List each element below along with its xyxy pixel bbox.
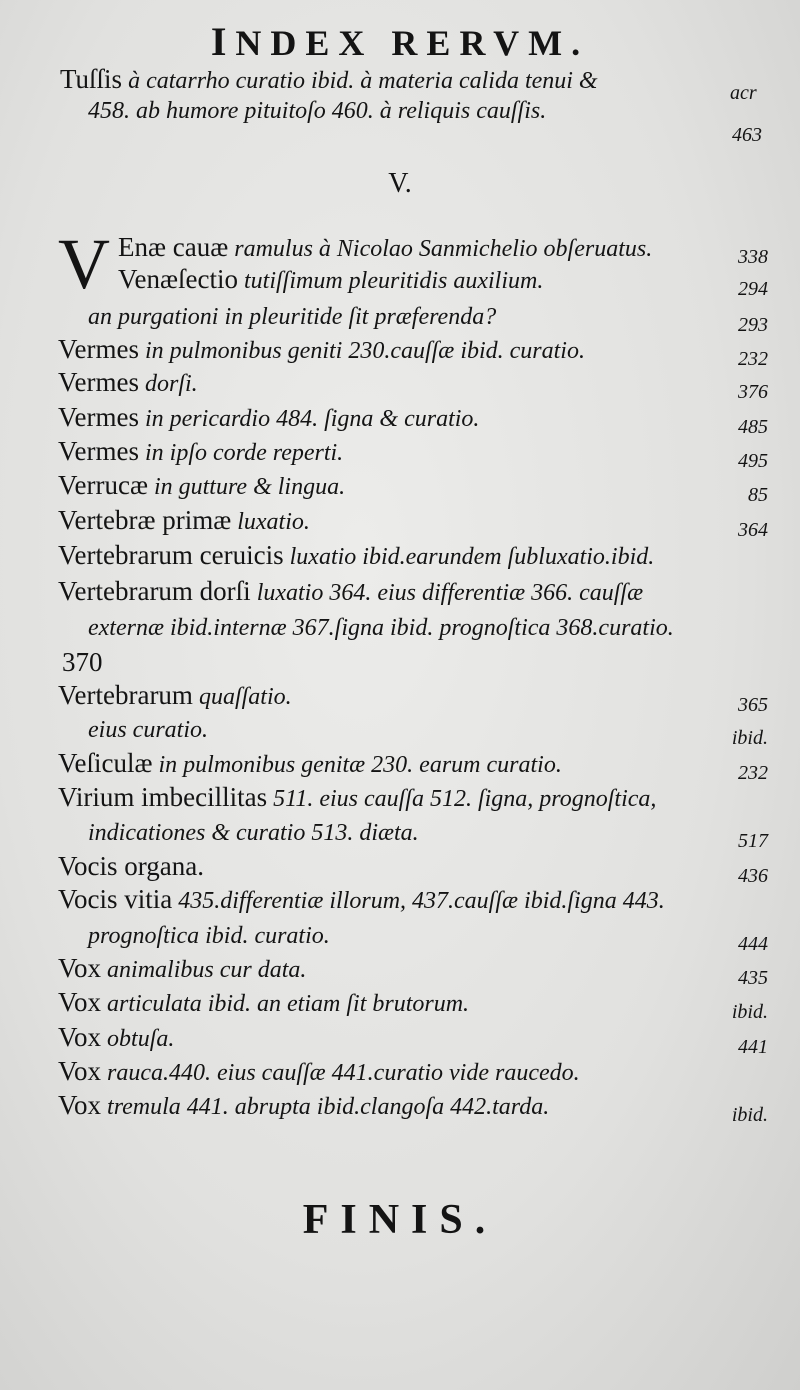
entry-term: Vox [58,987,102,1017]
index-entry [88,300,496,331]
entry-detail: indicationes & curatio 513. diæta. [88,820,419,846]
entry-detail: in pulmonibus geniti 230.cauſſæ ibid. curatio. [138,338,585,364]
page-number: 232 [738,348,768,370]
index-entry [58,884,665,915]
page-number: ibid. [731,1001,768,1023]
page-number: 338 [738,246,768,268]
entry-term: Vermes [58,402,139,432]
index-entry [58,782,656,813]
entry-term: Vox [58,1056,102,1086]
index-entry [58,470,345,501]
index-entry [58,680,292,711]
page-number: 293 [738,314,768,336]
entry-detail: quaſſatio. [192,684,292,710]
index-entry [88,816,419,847]
index-entry [62,647,103,678]
header-title: NDEX RERVM. [235,23,590,63]
page-number: ibid. [731,727,768,749]
entry-detail: 458. ab humore pituitoſo 460. à reliquis cauſſis. [88,98,547,124]
entry-term: Vox [58,953,102,983]
index-entry [88,611,674,642]
entry-detail: 435.differentiæ illorum, 437.cauſſæ ibid.ſigna 443. [172,888,665,914]
entry-term: Vermes [58,436,139,466]
page-number: 444 [738,933,768,955]
entry-detail: luxatio 364. eius differentiæ 366. cauſſæ [250,580,644,606]
entry-detail: in pulmonibus genitæ 230. earum curatio. [152,752,562,778]
page-number: 376 [738,381,768,403]
entry-term: Venæſectio [118,264,238,294]
index-entry [88,98,546,125]
entry-term: Vertebrarum ceruicis [58,540,284,570]
entry-term: Tuſſis [60,64,123,94]
index-entry [58,1090,549,1121]
page-number: 517 [738,830,768,852]
index-entry [118,232,652,263]
index-entry [118,264,543,295]
entry-term: Vox [58,1090,102,1120]
entry-detail: tremula 441. abrupta ibid.clangoſa 442.tarda. [101,1094,550,1120]
entry-detail: animalibus cur data. [101,957,307,983]
page-number: 441 [738,1036,768,1058]
index-entry [58,334,585,365]
index-entry [58,851,204,882]
page-number: 436 [738,865,768,887]
index-entry [58,367,198,398]
index-entry [58,436,343,467]
entry-detail: eius curatio. [88,717,208,743]
entry-detail: dorſi. [138,371,198,397]
entry-detail: in ipſo corde reperti. [138,440,344,466]
entry-detail: à catarrho curatio ibid. à materia calida tenui & [122,68,598,94]
page-number: 463 [732,124,762,146]
finis-text: FINIS. [302,1197,498,1243]
entry-term: Vocis vitia [58,884,173,914]
index-entry [58,402,479,433]
entry-term: Virium imbecillitas [58,782,268,812]
entry-term: Verrucæ [58,470,148,500]
drop-capital: V [58,224,110,304]
entry-detail: luxatio. [231,509,310,535]
entry-detail: articulata ibid. an etiam ſit brutorum. [101,991,470,1017]
entry-detail: tutiſſimum pleuritidis auxilium. [237,268,544,294]
page-number: 364 [738,519,768,541]
page-number: 485 [738,416,768,438]
entry-term: Vox [58,1022,102,1052]
entry-detail: 511. eius cauſſa 512. ſigna, prognoſtica, [267,786,657,812]
entry-term: Enæ cauæ [118,232,229,262]
section-letter: V. [388,168,412,199]
entry-detail: prognoſtica ibid. curatio. [88,923,330,949]
index-entry [58,987,469,1018]
page-number: acr [730,82,757,104]
entry-detail: an purgationi in pleuritide ſit præferenda? [88,304,497,330]
index-entry [58,1022,174,1053]
entry-detail: luxatio ibid.earundem ſubluxatio.ibid. [283,544,655,570]
entry-term: Vertebrarum dorſi [58,576,251,606]
header-initial: I [210,19,236,64]
index-entry [58,505,310,536]
entry-detail: ramulus à Nicolao Sanmichelio obſeruatus. [228,236,653,262]
page-number: 435 [738,967,768,989]
index-entry [58,953,306,984]
entry-detail: rauca.440. eius cauſſæ 441.curatio vide raucedo. [101,1060,580,1086]
page-number: 294 [738,278,768,300]
entry-detail: in pericardio 484. ſigna & curatio. [138,406,480,432]
page-number: 232 [738,762,768,784]
index-entry [58,576,643,607]
entry-term: Vocis organa. [58,851,204,881]
entry-term: Vertebræ primæ [58,505,232,535]
entry-detail: obtuſa. [101,1026,175,1052]
index-entry [88,919,330,950]
entry-term: 370 [62,647,103,677]
index-entry [88,713,208,744]
entry-detail: in gutture & lingua. [147,474,346,500]
page-header [0,18,800,65]
index-entry [60,64,598,95]
index-entry [58,748,562,779]
entry-term: Veſiculæ [58,748,153,778]
index-entry [58,1056,580,1087]
page-number: 365 [738,694,768,716]
entry-detail: externæ ibid.internæ 367.ſigna ibid. prognoſtica 368.curatio. [88,615,674,641]
entry-term: Vertebrarum [58,680,193,710]
index-entry [58,540,654,571]
page-number: 495 [738,450,768,472]
entry-term: Vermes [58,367,139,397]
entry-term: Vermes [58,334,139,364]
page-number: 85 [748,484,768,506]
page-number: ibid. [731,1104,768,1126]
